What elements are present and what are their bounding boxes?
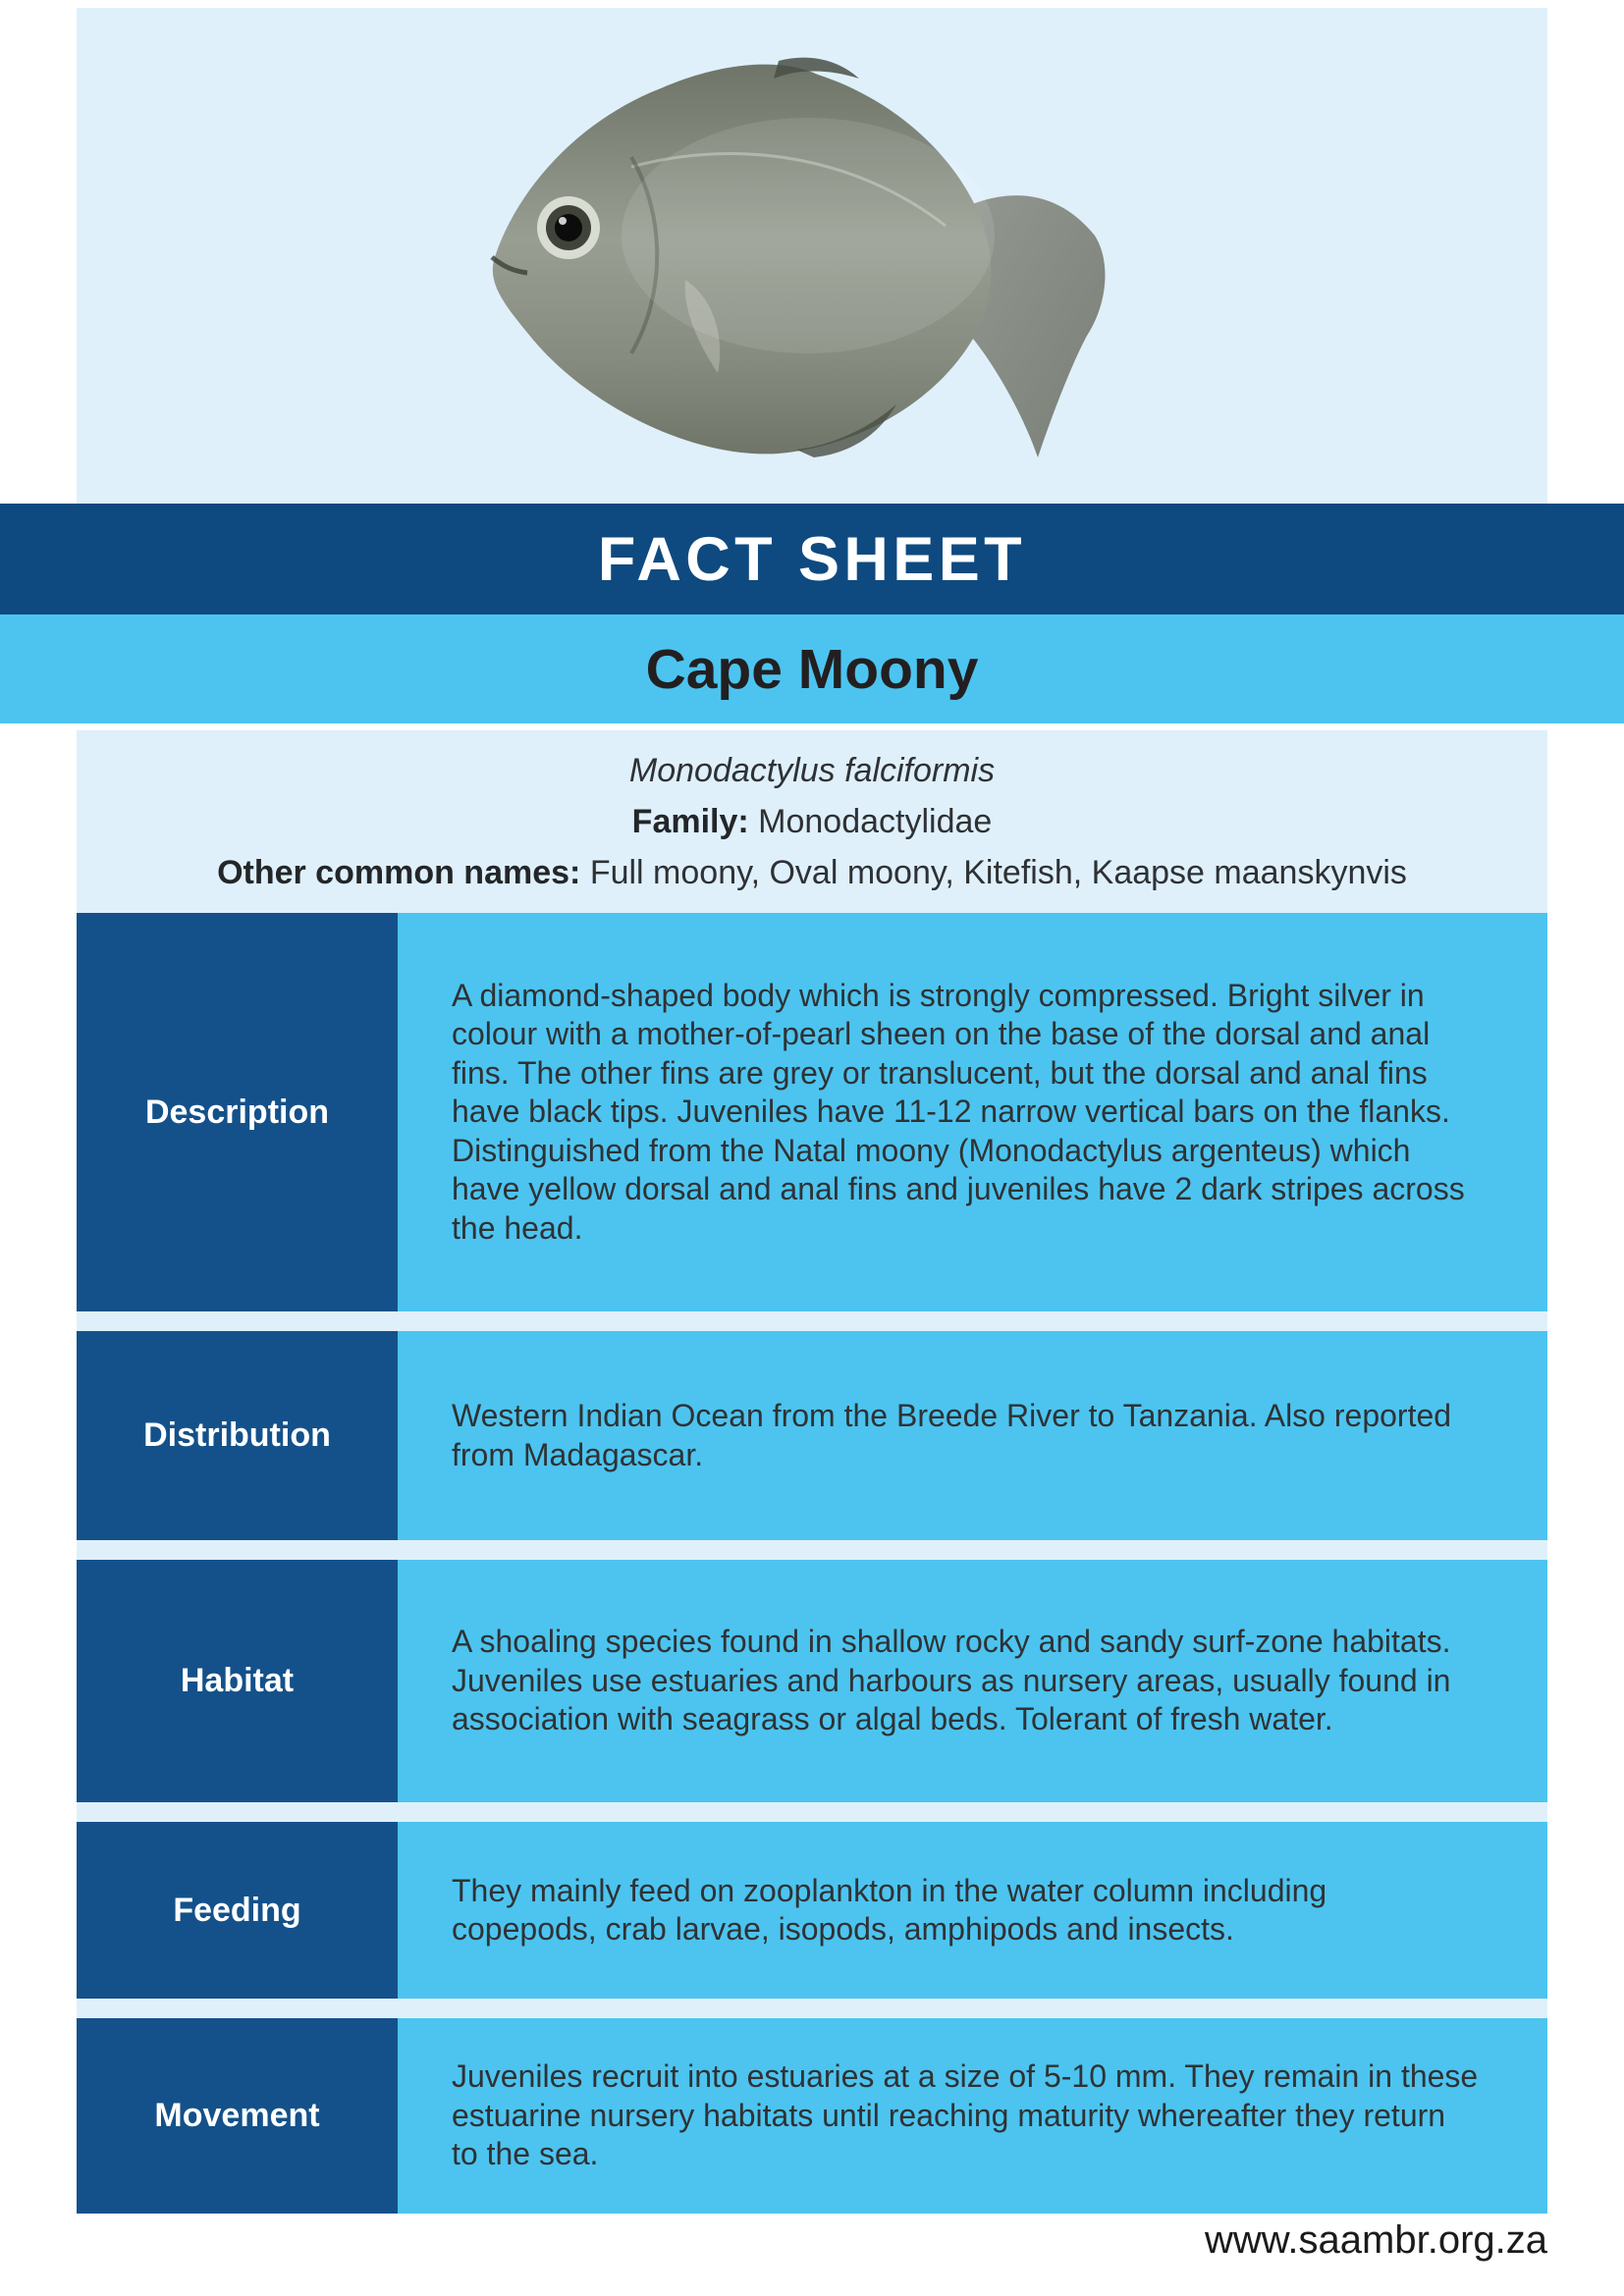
table-row-movement xyxy=(77,2018,1547,2214)
scientific-name: Monodactylus falciformis xyxy=(628,752,996,789)
other-names-value: Full moony, Oval moony, Kitefish, Kaapse maanskynvis xyxy=(580,854,1407,891)
common-name-banner xyxy=(0,614,1624,723)
row-text xyxy=(398,1822,1547,1999)
description-text: A diamond-shaped body which is strongly compressed. Bright silver in colour with a mother-of-pearl sheen on the base of the dorsal and anal fins. The other fins are grey or translucent, but the dorsal and anal fins have black tips. Juveniles have 11-12 narrow vertical bars on the flanks. Distinguished from the Natal moony (Monodactylus argenteus) which have yellow dorsal and anal fins and juveniles have 2 dark stripes across the head. xyxy=(452,977,1465,1246)
row-text xyxy=(398,913,1547,1311)
fact-sheet-title: FACT SHEET xyxy=(597,524,1027,594)
table-row-habitat xyxy=(77,1560,1547,1802)
row-text xyxy=(398,1331,1547,1540)
row-label: Distribution xyxy=(77,1331,398,1540)
table-row-feeding xyxy=(77,1822,1547,1999)
row-label: Description xyxy=(77,913,398,1311)
row-label: Feeding xyxy=(77,1822,398,1999)
row-text xyxy=(398,2018,1547,2214)
taxonomy-panel xyxy=(77,730,1547,913)
table-row-distribution xyxy=(77,1331,1547,1540)
distribution-text: Western Indian Ocean from the Breede River to Tanzania. Also reported from Madagascar. xyxy=(452,1398,1452,1472)
row-label: Habitat xyxy=(77,1560,398,1802)
fact-sheet-banner xyxy=(0,504,1624,614)
body-sheen xyxy=(622,118,995,353)
table-row-description xyxy=(77,913,1547,1311)
family-value: Monodactylidae xyxy=(748,803,993,840)
fish-eye-highlight xyxy=(559,217,567,225)
common-name-title: Cape Moony xyxy=(645,637,979,701)
other-names-line xyxy=(217,847,1407,898)
website-link[interactable]: www.saambr.org.za xyxy=(1204,2218,1547,2262)
other-names-label: Other common names: xyxy=(217,854,581,891)
fact-table xyxy=(77,913,1547,2214)
family-line xyxy=(632,796,993,847)
feeding-text: They mainly feed on zooplankton in the water column including copepods, crab larvae, isopods, amphipods and insects. xyxy=(452,1872,1327,1947)
fish-photo-panel xyxy=(77,8,1547,504)
fish-eye-pupil xyxy=(555,214,582,241)
family-label: Family: xyxy=(631,803,749,840)
habitat-text: A shoaling species found in shallow rocky and sandy surf-zone habitats. Juveniles use estuaries and harbours as nursery areas, usually found in association with seagrass or algal beds. Tolerant of fresh water. xyxy=(452,1624,1451,1737)
row-label: Movement xyxy=(77,2018,398,2214)
row-text xyxy=(398,1560,1547,1802)
movement-text: Juveniles recruit into estuaries at a size of 5-10 mm. They remain in these estuarine nursery habitats until reaching maturity whereafter they return to the sea. xyxy=(452,2058,1479,2172)
fish-photo xyxy=(484,49,1112,473)
